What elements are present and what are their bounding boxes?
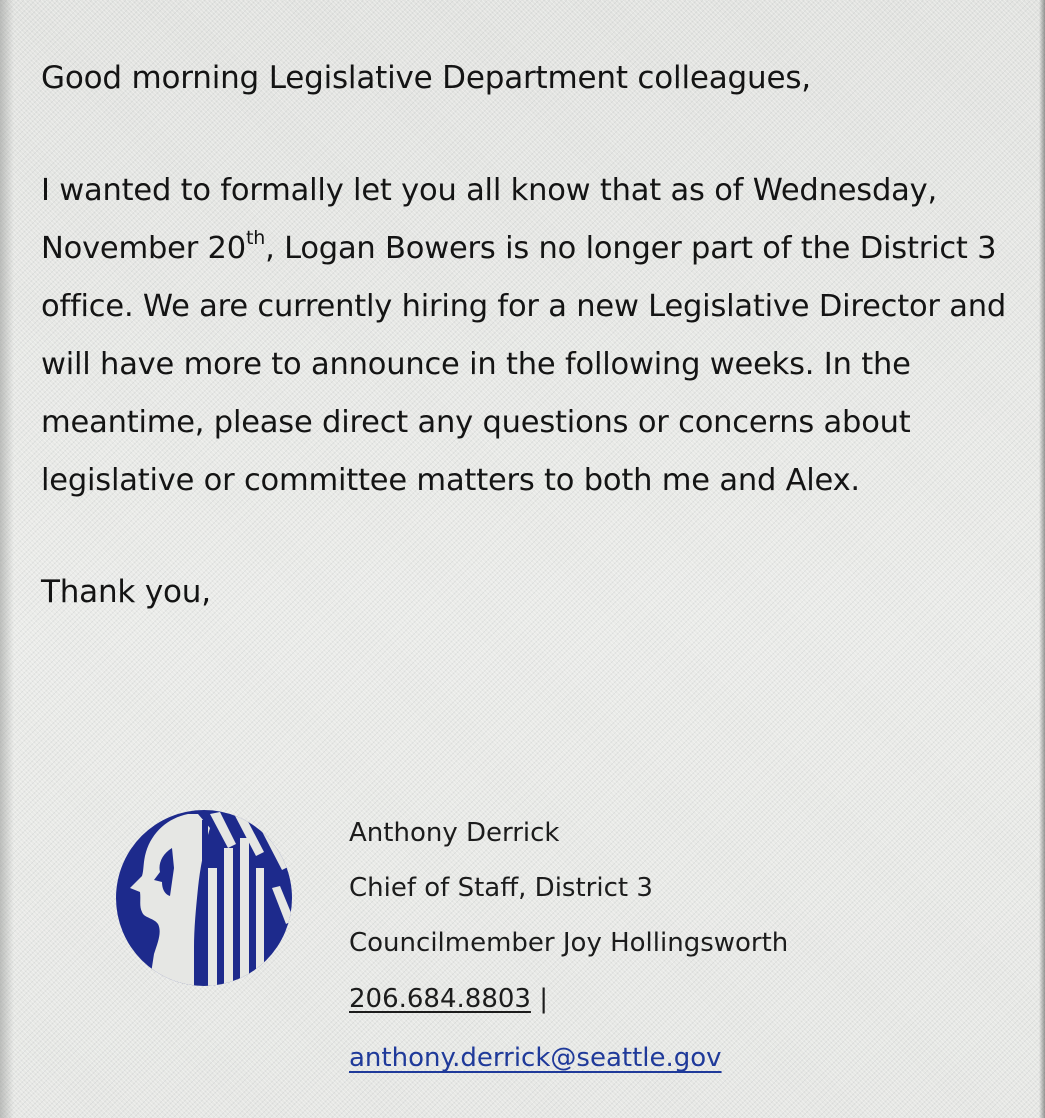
sender-organization: Councilmember Joy Hollingsworth bbox=[349, 928, 789, 958]
page-edge-shadow-right bbox=[1039, 0, 1045, 1118]
sender-name: Anthony Derrick bbox=[349, 818, 560, 848]
closing-line: Thank you, bbox=[41, 574, 211, 610]
message-text-end: , Logan Bowers is no longer part of the District 3 office. We are currently hiring for a new Legislative Director and will have more to announce in the following weeks. In the meantime, please direct any questions or concerns about legislative or committee matters to both me and Alex. bbox=[41, 231, 1007, 498]
date-ordinal-suffix: th bbox=[245, 226, 266, 249]
email-body bbox=[41, 52, 1026, 618]
greeting-line: Good morning Legislative Department colleagues, bbox=[41, 60, 811, 96]
sender-title: Chief of Staff, District 3 bbox=[349, 873, 653, 903]
contact-line bbox=[349, 971, 788, 1028]
page-edge-shadow bbox=[0, 0, 14, 1118]
email-signature bbox=[349, 806, 788, 1088]
message-text-start: I wanted to formally let you all know that as of Wednesday, November 20 bbox=[41, 173, 937, 266]
message-paragraph bbox=[41, 162, 1026, 510]
email-link[interactable]: anthony.derrick@seattle.gov bbox=[349, 1043, 722, 1073]
contact-separator: | bbox=[539, 984, 548, 1014]
phone-link[interactable]: 206.684.8803 bbox=[349, 984, 531, 1014]
seattle-city-seal-icon bbox=[114, 808, 294, 988]
